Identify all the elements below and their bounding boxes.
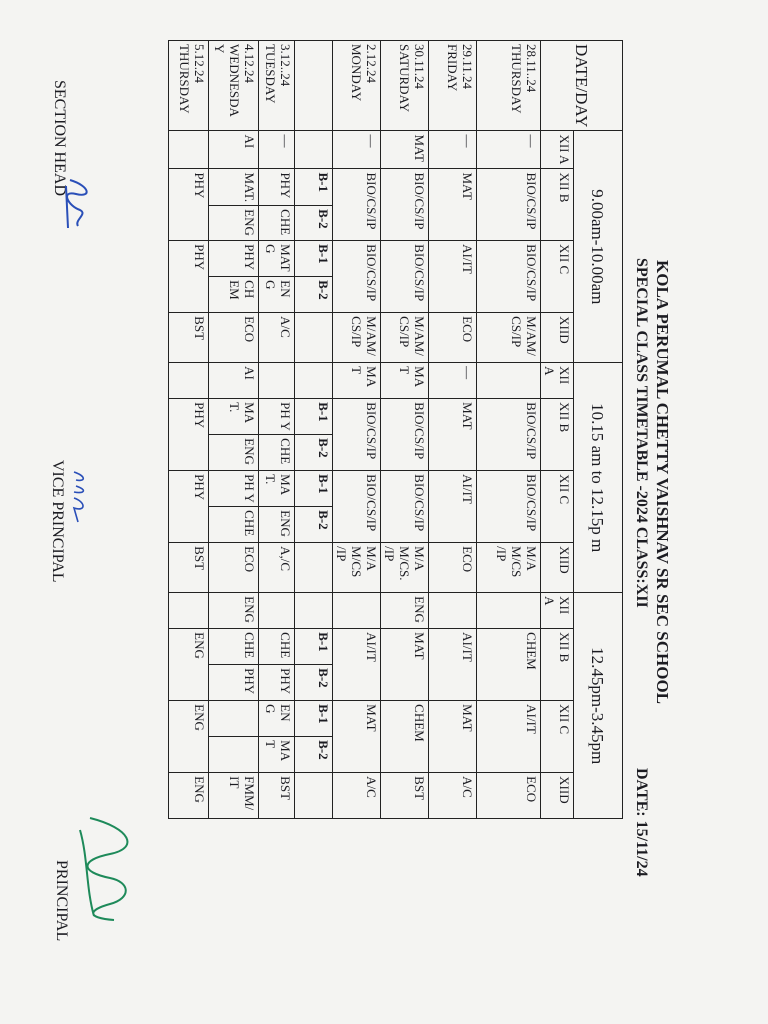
table-cell: MAT [381, 629, 429, 701]
table-cell: MAT. [209, 169, 259, 206]
table-cell: AI/IT [429, 241, 477, 313]
table-cell: PHY [209, 241, 259, 277]
table-cell: A/C [429, 773, 477, 819]
table-cell: ECO [209, 543, 259, 593]
table-cell: BST [259, 773, 295, 819]
slot-1-header: 9.00am-10.00am [574, 131, 623, 363]
class-header: XII C [541, 241, 574, 313]
date-cell: 28.11..24 THURSDAY [477, 41, 541, 131]
date-cell: 3.12..24 TUESDAY [259, 41, 295, 131]
table-cell [259, 593, 295, 629]
vice-principal-label: VICE PRINCIPAL [49, 460, 66, 583]
class-header: XII C [541, 471, 574, 543]
table-cell: BIO/CS/IP [477, 241, 541, 313]
batch-label: B-2 [295, 435, 333, 471]
table-cell [259, 363, 295, 399]
table-row [429, 41, 477, 819]
table-cell: BST [381, 773, 429, 819]
batch-label: B-2 [295, 737, 333, 773]
table-cell: MA T. [209, 399, 259, 435]
class-header: XIID [541, 773, 574, 819]
table-row [477, 41, 541, 819]
table-cell: AI/IT [333, 629, 381, 701]
principal-label: PRINCIPAL [53, 860, 70, 942]
batch-label: B-1 [295, 169, 333, 206]
batch-label: B-2 [295, 277, 333, 313]
table-row [381, 41, 429, 819]
date-cell: 2.12.24 MONDAY [333, 41, 381, 131]
table-cell: BIO/CS/IP [381, 399, 429, 471]
table-cell: AI/IT [477, 701, 541, 773]
table-cell: ECO [429, 543, 477, 593]
class-header: XII A [541, 593, 574, 629]
batch-label: B-1 [295, 629, 333, 665]
school-name: KOLA PERUMAL CHETTY VAISHNAV SR SEC SCHOOL [653, 260, 672, 705]
table-cell: PH Y [259, 399, 295, 435]
table-cell: AI/IT [429, 629, 477, 701]
class-header: XIID [541, 313, 574, 363]
table-cell: M/AM/ CS/IP [477, 313, 541, 363]
table-cell: — [259, 131, 295, 169]
table-cell: BIO/CS/IP [381, 471, 429, 543]
table-cell: — [429, 363, 477, 399]
batch-label: B-2 [295, 206, 333, 241]
table-cell: — [477, 131, 541, 169]
table-cell: CH EM [209, 277, 259, 313]
table-cell: M/A M/CS /IP [477, 543, 541, 593]
timetable-table [168, 40, 623, 819]
table-cell: PHY [209, 665, 259, 701]
date-cell: 29.11.24 FRIDAY [429, 41, 477, 131]
table-cell [333, 593, 381, 629]
table-cell: A/C [259, 313, 295, 363]
table-cell [295, 773, 333, 819]
table-cell: BIO/CS/IP [333, 241, 381, 313]
batch-group-row [295, 41, 333, 819]
table-cell: ECO [429, 313, 477, 363]
class-header: XII A [541, 363, 574, 399]
table-cell: — [429, 131, 477, 169]
table-cell: AI [209, 131, 259, 169]
table-cell: MAT [429, 399, 477, 471]
class-header: XIID [541, 543, 574, 593]
document-date: DATE: 15/11/24 [633, 768, 650, 877]
table-cell [295, 363, 333, 399]
table-cell: MAT [381, 131, 429, 169]
table-cell: BIO/CS/IP [477, 399, 541, 471]
table-cell: — [333, 131, 381, 169]
table-cell: M/AM/ CS/IP [333, 313, 381, 363]
table-cell: PHY [169, 399, 209, 471]
table-cell: PHY [259, 665, 295, 701]
table-cell [295, 313, 333, 363]
table-cell [477, 363, 541, 399]
table-cell: BIO/CS/IP [333, 399, 381, 471]
table-cell [295, 131, 333, 169]
table-cell: BIO/CS/IP [381, 241, 429, 313]
table-cell: PHY [169, 169, 209, 241]
table-cell: CHE [259, 629, 295, 665]
table-cell [209, 701, 259, 737]
table-cell: M/AM/ CS/IP [381, 313, 429, 363]
table-cell: BIO/CS/IP [333, 471, 381, 543]
date-day-header: DATE/DAY [541, 41, 623, 131]
table-cell: PH Y [209, 471, 259, 507]
table-cell: ENG [169, 701, 209, 773]
table-cell: MA T. [259, 471, 295, 507]
batch-label: B-1 [295, 399, 333, 435]
table-cell: PHY [259, 169, 295, 206]
table-cell: MAT [429, 701, 477, 773]
class-header: XII B [541, 169, 574, 241]
table-cell: MA T [333, 363, 381, 399]
table-cell: A/C [333, 773, 381, 819]
class-header: XII A [541, 131, 574, 169]
table-cell: MAT G [259, 241, 295, 277]
batch-label: B-1 [295, 701, 333, 737]
table-cell [295, 41, 333, 131]
table-row [259, 41, 295, 819]
table-cell: BIO/CS/IP [477, 471, 541, 543]
table-cell [429, 593, 477, 629]
table-cell: ECO [477, 773, 541, 819]
section-head-signature [58, 176, 98, 236]
slot-2-header: 10.15 am to 12.15p m [574, 363, 623, 593]
slot-3-header: 12.45pm-3.45pm [574, 593, 623, 819]
table-cell [169, 593, 209, 629]
table-cell: PHY [169, 471, 209, 543]
table-cell: PHY [169, 241, 209, 313]
table-cell: BST [169, 543, 209, 593]
table-cell: CHE [209, 629, 259, 665]
table-cell: BIO/CS/IP [477, 169, 541, 241]
table-cell: BIO/CS/IP [333, 169, 381, 241]
class-header-row [541, 41, 574, 819]
table-cell: BST [169, 313, 209, 363]
table-cell: EN G [259, 277, 295, 313]
table-cell: CHEM [477, 629, 541, 701]
table-cell: MA T [381, 363, 429, 399]
table-cell: ENG [169, 629, 209, 701]
table-cell: ENG [169, 773, 209, 819]
table-cell: EN G [259, 701, 295, 737]
date-cell: 30.11.24 SATURDAY [381, 41, 429, 131]
table-cell [477, 593, 541, 629]
table-cell: MA T [259, 737, 295, 773]
date-cell: 4.12.24 WEDNESDA Y [209, 41, 259, 131]
table-cell: M/A M/CS. /IP [381, 543, 429, 593]
table-cell: A,/C [259, 543, 295, 593]
batch-label: B-1 [295, 471, 333, 507]
table-cell: ECO [209, 313, 259, 363]
class-header: XII B [541, 399, 574, 471]
table-cell [295, 543, 333, 593]
table-row [209, 41, 259, 819]
table-cell: M/A M/CS /IP [333, 543, 381, 593]
class-header: XII C [541, 701, 574, 773]
table-cell: CHE [209, 507, 259, 543]
batch-label: B-2 [295, 665, 333, 701]
table-cell: ENG [209, 206, 259, 241]
class-header: XII B [541, 629, 574, 701]
table-cell: MAT [333, 701, 381, 773]
vice-principal-signature [64, 468, 96, 528]
date-cell: 5.12.24 THURSDAY [169, 41, 209, 131]
section-head-label: SECTION HEAD [51, 80, 68, 196]
table-cell: ENG [209, 593, 259, 629]
table-cell: CHEM [381, 701, 429, 773]
table-cell: AI [209, 363, 259, 399]
batch-label: B-2 [295, 507, 333, 543]
principal-signature [70, 808, 150, 928]
time-slot-row [574, 41, 623, 819]
table-cell [295, 593, 333, 629]
table-cell: CHE [259, 435, 295, 471]
table-cell: CHE [259, 206, 295, 241]
table-cell: FMM/ IT [209, 773, 259, 819]
table-cell: AI/IT [429, 471, 477, 543]
table-cell [169, 363, 209, 399]
batch-label: B-1 [295, 241, 333, 277]
table-cell [169, 131, 209, 169]
table-cell: ENG [381, 593, 429, 629]
table-cell: ENG [259, 507, 295, 543]
table-cell: BIO/CS/IP [381, 169, 429, 241]
table-cell: MAT [429, 169, 477, 241]
table-cell: ENG [209, 435, 259, 471]
table-row [169, 41, 209, 819]
table-cell [209, 737, 259, 773]
timetable-title: SPECIAL CLASS TIMETABLE -2024 CLASS:XII [633, 258, 650, 608]
table-row [333, 41, 381, 819]
